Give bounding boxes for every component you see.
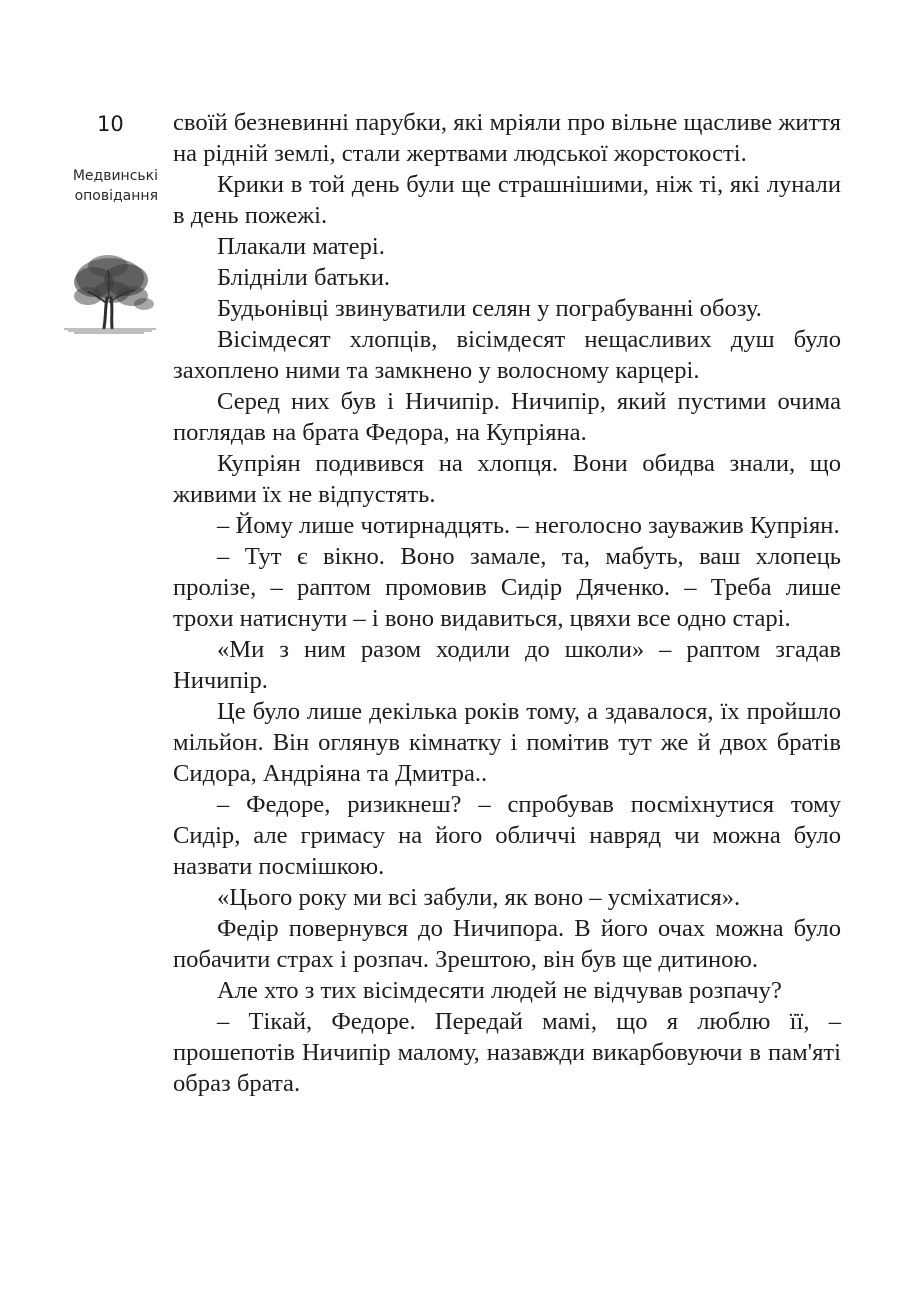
paragraph: Будьонівці звинуватили селян у пограбуванні обозу. <box>217 295 762 322</box>
paragraph: Крики в той день були ще страшнішими, ніж ті, які лунали в день пожежі. <box>173 171 841 229</box>
paragraph: Плакали матері. <box>217 233 385 260</box>
paragraph: Це було лише декілька років тому, а здавалося, їх пройшло мільйон. Він оглянув кімнатку і помітив тут же й двох братів Сидора, Андріяна та Дмитра.. <box>173 698 841 787</box>
tree-illustration-icon <box>60 252 160 336</box>
paragraph: Купріян подивився на хлопця. Вони обидва знали, що живими їх не відпустять. <box>173 450 841 508</box>
page-number: 10 <box>97 112 124 136</box>
running-head-line-1: Медвинські <box>72 168 158 184</box>
paragraph: Блідніли батьки. <box>217 264 391 291</box>
paragraph: – Тут є вікно. Воно замале, та, мабуть, ваш хлопець пролізе, – раптом промовив Сидір Дяченко. – Треба лише трохи натиснути – і воно видавиться, цвяхи все одно старі. <box>173 543 841 632</box>
running-head <box>60 166 158 206</box>
paragraph: – Йому лише чотирнадцять. – неголосно зауважив Купріян. <box>217 512 840 539</box>
paragraph: Вісімдесят хлопців, вісімдесят нещасливих душ було захоплено ними та замкнено у волосному карцері. <box>173 326 841 384</box>
paragraph: «Цього року ми всі забули, як воно – усміхатися». <box>217 884 741 911</box>
body-text <box>173 107 841 1099</box>
paragraph: Але хто з тих вісімдесяти людей не відчував розпачу? <box>217 977 782 1004</box>
paragraph: своїй безневинні парубки, які мріяли про вільне щасливе життя на рідній землі, стали жертвами людської жорстокості. <box>173 109 841 167</box>
running-head-line-2: оповідання <box>74 188 158 204</box>
paragraph: – Тікай, Федоре. Передай мамі, що я люблю її, – прошепотів Ничипір малому, назавжди викарбовуючи в пам'яті образ брата. <box>173 1008 841 1097</box>
paragraph: – Федоре, ризикнеш? – спробував посміхнутися тому Сидір, але гримасу на його обличчі навряд чи можна було назвати посмішкою. <box>173 791 841 880</box>
paragraph: «Ми з ним разом ходили до школи» – раптом згадав Ничипір. <box>173 636 841 694</box>
paragraph: Федір повернувся до Ничипора. В його очах можна було побачити страх і розпач. Зрештою, він був ще дитиною. <box>173 915 841 973</box>
paragraph: Серед них був і Ничипір. Ничипір, який пустими очима поглядав на брата Федора, на Купріяна. <box>173 388 841 446</box>
